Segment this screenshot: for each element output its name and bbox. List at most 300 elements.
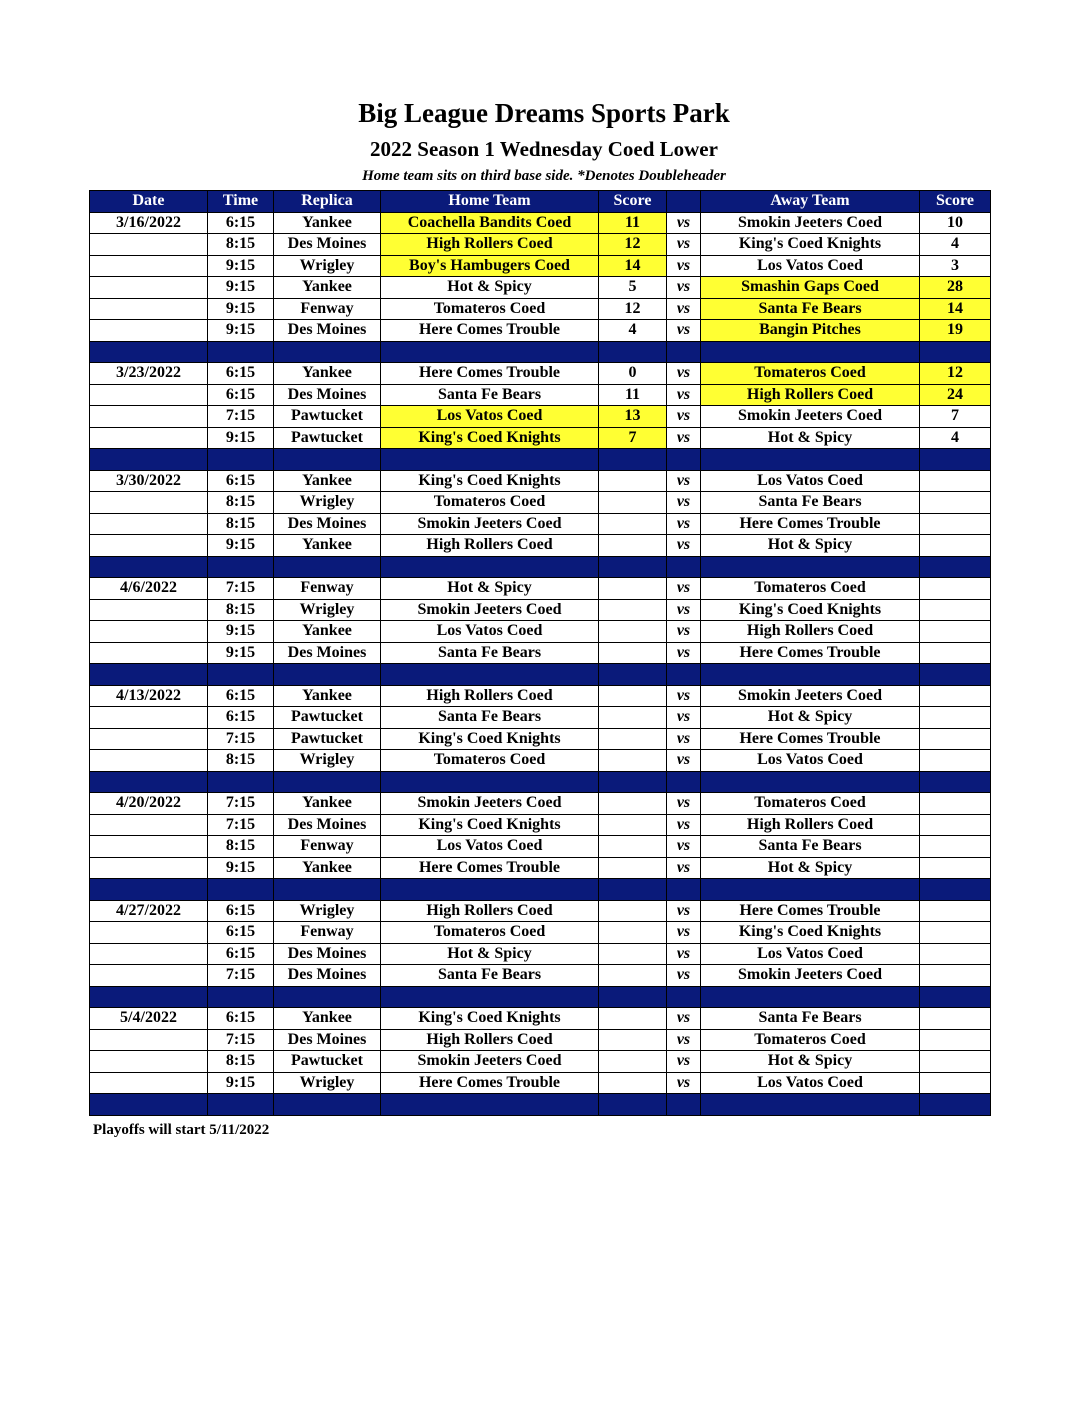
week-separator-row <box>90 771 991 793</box>
home-team-cell: King's Coed Knights <box>381 427 599 449</box>
col-header-time: Time <box>208 191 274 213</box>
col-header-vs <box>667 191 701 213</box>
away-team-cell: Santa Fe Bears <box>701 298 920 320</box>
time-cell: 9:15 <box>208 255 274 277</box>
home-score-cell: 7 <box>599 427 667 449</box>
separator-cell <box>920 664 991 686</box>
vs-cell: vs <box>667 234 701 256</box>
replica-cell: Yankee <box>274 212 381 234</box>
home-score-cell <box>599 599 667 621</box>
home-score-cell: 0 <box>599 363 667 385</box>
separator-cell <box>701 556 920 578</box>
time-cell: 6:15 <box>208 384 274 406</box>
home-team-cell: High Rollers Coed <box>381 900 599 922</box>
away-team-cell: Santa Fe Bears <box>701 1008 920 1030</box>
replica-cell: Wrigley <box>274 900 381 922</box>
away-team-cell: Los Vatos Coed <box>701 1072 920 1094</box>
separator-cell <box>701 449 920 471</box>
date-cell <box>90 922 208 944</box>
table-row <box>90 492 991 514</box>
home-score-cell <box>599 513 667 535</box>
home-team-cell: Hot & Spicy <box>381 943 599 965</box>
time-cell: 9:15 <box>208 642 274 664</box>
table-row <box>90 750 991 772</box>
date-cell <box>90 320 208 342</box>
separator-cell <box>90 664 208 686</box>
home-team-cell: Smokin Jeeters Coed <box>381 1051 599 1073</box>
away-score-cell <box>920 513 991 535</box>
table-row <box>90 621 991 643</box>
away-score-cell: 3 <box>920 255 991 277</box>
replica-cell: Pawtucket <box>274 707 381 729</box>
date-cell <box>90 836 208 858</box>
replica-cell: Des Moines <box>274 965 381 987</box>
away-team-cell: Smokin Jeeters Coed <box>701 406 920 428</box>
date-cell <box>90 1029 208 1051</box>
time-cell: 9:15 <box>208 535 274 557</box>
col-header-away-score: Score <box>920 191 991 213</box>
replica-cell: Yankee <box>274 363 381 385</box>
replica-cell: Wrigley <box>274 599 381 621</box>
time-cell: 7:15 <box>208 965 274 987</box>
table-row <box>90 642 991 664</box>
vs-cell: vs <box>667 406 701 428</box>
separator-cell <box>90 449 208 471</box>
time-cell: 8:15 <box>208 1051 274 1073</box>
time-cell: 6:15 <box>208 363 274 385</box>
separator-cell <box>701 341 920 363</box>
time-cell: 6:15 <box>208 212 274 234</box>
separator-cell <box>599 771 667 793</box>
home-score-cell <box>599 470 667 492</box>
away-score-cell: 7 <box>920 406 991 428</box>
vs-cell: vs <box>667 255 701 277</box>
separator-cell <box>381 664 599 686</box>
home-score-cell: 14 <box>599 255 667 277</box>
away-score-cell: 19 <box>920 320 991 342</box>
table-row <box>90 707 991 729</box>
separator-cell <box>208 879 274 901</box>
date-cell <box>90 642 208 664</box>
away-score-cell <box>920 642 991 664</box>
away-team-cell: Santa Fe Bears <box>701 836 920 858</box>
home-team-cell: Smokin Jeeters Coed <box>381 793 599 815</box>
separator-cell <box>90 341 208 363</box>
home-score-cell <box>599 965 667 987</box>
away-team-cell: Here Comes Trouble <box>701 513 920 535</box>
home-team-cell: Here Comes Trouble <box>381 363 599 385</box>
separator-cell <box>90 1094 208 1116</box>
table-row <box>90 234 991 256</box>
time-cell: 9:15 <box>208 857 274 879</box>
separator-cell <box>381 1094 599 1116</box>
away-score-cell <box>920 1051 991 1073</box>
vs-cell: vs <box>667 470 701 492</box>
table-row <box>90 363 991 385</box>
vs-cell: vs <box>667 965 701 987</box>
schedule-body <box>90 212 991 1115</box>
home-score-cell: 11 <box>599 384 667 406</box>
time-cell: 9:15 <box>208 298 274 320</box>
date-cell <box>90 943 208 965</box>
home-team-cell: Here Comes Trouble <box>381 320 599 342</box>
home-score-cell: 13 <box>599 406 667 428</box>
table-row <box>90 599 991 621</box>
away-team-cell: King's Coed Knights <box>701 599 920 621</box>
replica-cell: Fenway <box>274 298 381 320</box>
replica-cell: Pawtucket <box>274 728 381 750</box>
home-team-cell: Tomateros Coed <box>381 750 599 772</box>
away-score-cell <box>920 1029 991 1051</box>
home-score-cell <box>599 750 667 772</box>
separator-cell <box>208 556 274 578</box>
date-cell <box>90 234 208 256</box>
home-team-cell: Hot & Spicy <box>381 277 599 299</box>
away-score-cell <box>920 793 991 815</box>
separator-cell <box>90 879 208 901</box>
away-team-cell: Smokin Jeeters Coed <box>701 212 920 234</box>
separator-cell <box>274 556 381 578</box>
away-score-cell <box>920 707 991 729</box>
week-separator-row <box>90 449 991 471</box>
vs-cell: vs <box>667 277 701 299</box>
home-team-cell: Here Comes Trouble <box>381 1072 599 1094</box>
separator-cell <box>599 449 667 471</box>
home-score-cell: 5 <box>599 277 667 299</box>
week-separator-row <box>90 1094 991 1116</box>
table-row <box>90 922 991 944</box>
home-team-cell: Tomateros Coed <box>381 492 599 514</box>
table-row <box>90 298 991 320</box>
vs-cell: vs <box>667 578 701 600</box>
time-cell: 8:15 <box>208 513 274 535</box>
separator-cell <box>90 556 208 578</box>
date-cell: 3/23/2022 <box>90 363 208 385</box>
separator-cell <box>599 986 667 1008</box>
replica-cell: Yankee <box>274 793 381 815</box>
col-header-home-score: Score <box>599 191 667 213</box>
time-cell: 9:15 <box>208 621 274 643</box>
away-team-cell: Los Vatos Coed <box>701 470 920 492</box>
date-cell: 4/27/2022 <box>90 900 208 922</box>
date-cell <box>90 492 208 514</box>
vs-cell: vs <box>667 793 701 815</box>
table-row <box>90 277 991 299</box>
separator-cell <box>274 664 381 686</box>
date-cell <box>90 277 208 299</box>
replica-cell: Wrigley <box>274 492 381 514</box>
separator-cell <box>274 771 381 793</box>
table-row <box>90 728 991 750</box>
table-row <box>90 384 991 406</box>
away-score-cell <box>920 685 991 707</box>
time-cell: 6:15 <box>208 470 274 492</box>
home-team-cell: Santa Fe Bears <box>381 384 599 406</box>
away-team-cell: Smokin Jeeters Coed <box>701 685 920 707</box>
separator-cell <box>90 771 208 793</box>
time-cell: 7:15 <box>208 406 274 428</box>
replica-cell: Wrigley <box>274 750 381 772</box>
table-row <box>90 470 991 492</box>
away-score-cell <box>920 857 991 879</box>
table-row <box>90 212 991 234</box>
time-cell: 9:15 <box>208 277 274 299</box>
home-score-cell <box>599 943 667 965</box>
away-team-cell: Santa Fe Bears <box>701 492 920 514</box>
separator-cell <box>274 1094 381 1116</box>
col-header-home-team: Home Team <box>381 191 599 213</box>
time-cell: 6:15 <box>208 922 274 944</box>
schedule-table <box>89 190 991 1116</box>
table-row <box>90 535 991 557</box>
home-score-cell <box>599 793 667 815</box>
away-team-cell: Los Vatos Coed <box>701 943 920 965</box>
home-score-cell <box>599 814 667 836</box>
home-score-cell <box>599 900 667 922</box>
away-score-cell <box>920 1072 991 1094</box>
time-cell: 8:15 <box>208 492 274 514</box>
time-cell: 6:15 <box>208 900 274 922</box>
away-team-cell: Here Comes Trouble <box>701 642 920 664</box>
separator-cell <box>274 986 381 1008</box>
away-score-cell: 10 <box>920 212 991 234</box>
separator-cell <box>920 1094 991 1116</box>
vs-cell: vs <box>667 492 701 514</box>
time-cell: 8:15 <box>208 750 274 772</box>
replica-cell: Wrigley <box>274 255 381 277</box>
table-row <box>90 965 991 987</box>
separator-cell <box>667 986 701 1008</box>
away-score-cell <box>920 470 991 492</box>
home-team-cell: Boy's Hambugers Coed <box>381 255 599 277</box>
separator-cell <box>667 664 701 686</box>
date-cell <box>90 750 208 772</box>
replica-cell: Des Moines <box>274 642 381 664</box>
away-score-cell <box>920 836 991 858</box>
home-team-cell: High Rollers Coed <box>381 685 599 707</box>
away-score-cell <box>920 621 991 643</box>
vs-cell: vs <box>667 298 701 320</box>
date-cell: 5/4/2022 <box>90 1008 208 1030</box>
home-team-cell: Los Vatos Coed <box>381 406 599 428</box>
replica-cell: Des Moines <box>274 384 381 406</box>
time-cell: 8:15 <box>208 836 274 858</box>
vs-cell: vs <box>667 836 701 858</box>
vs-cell: vs <box>667 212 701 234</box>
away-team-cell: Tomateros Coed <box>701 1029 920 1051</box>
home-team-cell: High Rollers Coed <box>381 234 599 256</box>
home-score-cell <box>599 857 667 879</box>
vs-cell: vs <box>667 900 701 922</box>
vs-cell: vs <box>667 427 701 449</box>
home-team-cell: High Rollers Coed <box>381 535 599 557</box>
replica-cell: Yankee <box>274 1008 381 1030</box>
away-score-cell <box>920 599 991 621</box>
time-cell: 7:15 <box>208 728 274 750</box>
vs-cell: vs <box>667 513 701 535</box>
away-score-cell: 24 <box>920 384 991 406</box>
home-team-cell: Smokin Jeeters Coed <box>381 599 599 621</box>
home-score-cell <box>599 492 667 514</box>
vs-cell: vs <box>667 642 701 664</box>
separator-cell <box>667 556 701 578</box>
home-team-cell: King's Coed Knights <box>381 814 599 836</box>
time-cell: 6:15 <box>208 685 274 707</box>
home-score-cell <box>599 1051 667 1073</box>
home-score-cell: 12 <box>599 234 667 256</box>
away-team-cell: Tomateros Coed <box>701 793 920 815</box>
vs-cell: vs <box>667 621 701 643</box>
time-cell: 6:15 <box>208 1008 274 1030</box>
separator-cell <box>208 341 274 363</box>
away-team-cell: King's Coed Knights <box>701 234 920 256</box>
home-team-cell: King's Coed Knights <box>381 1008 599 1030</box>
home-score-cell <box>599 1029 667 1051</box>
separator-cell <box>920 771 991 793</box>
separator-cell <box>599 556 667 578</box>
away-team-cell: Smashin Gaps Coed <box>701 277 920 299</box>
away-score-cell: 4 <box>920 427 991 449</box>
away-team-cell: Here Comes Trouble <box>701 900 920 922</box>
time-cell: 9:15 <box>208 1072 274 1094</box>
home-team-cell: Tomateros Coed <box>381 298 599 320</box>
table-row <box>90 255 991 277</box>
separator-cell <box>381 341 599 363</box>
home-score-cell <box>599 922 667 944</box>
vs-cell: vs <box>667 943 701 965</box>
separator-cell <box>599 1094 667 1116</box>
date-cell <box>90 621 208 643</box>
table-row <box>90 900 991 922</box>
home-team-cell: Coachella Bandits Coed <box>381 212 599 234</box>
date-cell <box>90 1072 208 1094</box>
home-score-cell <box>599 535 667 557</box>
separator-cell <box>920 556 991 578</box>
separator-cell <box>208 771 274 793</box>
away-team-cell: High Rollers Coed <box>701 814 920 836</box>
separator-cell <box>920 879 991 901</box>
header-row <box>90 191 991 213</box>
table-row <box>90 513 991 535</box>
away-score-cell: 14 <box>920 298 991 320</box>
home-score-cell <box>599 836 667 858</box>
separator-cell <box>208 449 274 471</box>
separator-cell <box>599 341 667 363</box>
separator-cell <box>90 986 208 1008</box>
replica-cell: Des Moines <box>274 814 381 836</box>
away-team-cell: Smokin Jeeters Coed <box>701 965 920 987</box>
home-score-cell <box>599 578 667 600</box>
table-row <box>90 1029 991 1051</box>
page-subtitle: 2022 Season 1 Wednesday Coed Lower <box>370 137 718 161</box>
week-separator-row <box>90 986 991 1008</box>
separator-cell <box>208 986 274 1008</box>
week-separator-row <box>90 879 991 901</box>
vs-cell: vs <box>667 1008 701 1030</box>
separator-cell <box>274 879 381 901</box>
home-team-cell: Hot & Spicy <box>381 578 599 600</box>
separator-cell <box>701 771 920 793</box>
table-row <box>90 685 991 707</box>
replica-cell: Des Moines <box>274 513 381 535</box>
separator-cell <box>920 341 991 363</box>
home-score-cell <box>599 642 667 664</box>
replica-cell: Des Moines <box>274 943 381 965</box>
separator-cell <box>274 449 381 471</box>
date-cell <box>90 965 208 987</box>
replica-cell: Fenway <box>274 836 381 858</box>
vs-cell: vs <box>667 1029 701 1051</box>
away-team-cell: Hot & Spicy <box>701 857 920 879</box>
time-cell: 9:15 <box>208 320 274 342</box>
date-cell: 4/20/2022 <box>90 793 208 815</box>
date-cell <box>90 298 208 320</box>
separator-cell <box>701 1094 920 1116</box>
separator-cell <box>701 879 920 901</box>
away-team-cell: High Rollers Coed <box>701 384 920 406</box>
home-score-cell: 12 <box>599 298 667 320</box>
date-cell <box>90 599 208 621</box>
away-score-cell <box>920 750 991 772</box>
date-cell <box>90 513 208 535</box>
vs-cell: vs <box>667 384 701 406</box>
table-row <box>90 320 991 342</box>
replica-cell: Des Moines <box>274 234 381 256</box>
home-team-cell: Smokin Jeeters Coed <box>381 513 599 535</box>
away-team-cell: Los Vatos Coed <box>701 255 920 277</box>
date-cell <box>90 384 208 406</box>
table-row <box>90 814 991 836</box>
home-team-cell: Here Comes Trouble <box>381 857 599 879</box>
separator-cell <box>381 986 599 1008</box>
replica-cell: Pawtucket <box>274 427 381 449</box>
vs-cell: vs <box>667 750 701 772</box>
away-score-cell <box>920 900 991 922</box>
replica-cell: Yankee <box>274 621 381 643</box>
table-row <box>90 578 991 600</box>
table-row <box>90 836 991 858</box>
separator-cell <box>208 1094 274 1116</box>
home-team-cell: High Rollers Coed <box>381 1029 599 1051</box>
home-score-cell <box>599 1008 667 1030</box>
home-team-cell: Santa Fe Bears <box>381 707 599 729</box>
week-separator-row <box>90 556 991 578</box>
separator-cell <box>667 341 701 363</box>
date-cell <box>90 535 208 557</box>
playoffs-note: Playoffs will start 5/11/2022 <box>93 1122 270 1138</box>
date-cell <box>90 707 208 729</box>
away-score-cell <box>920 1008 991 1030</box>
separator-cell <box>208 664 274 686</box>
date-cell <box>90 857 208 879</box>
date-cell <box>90 406 208 428</box>
col-header-replica: Replica <box>274 191 381 213</box>
table-row <box>90 1008 991 1030</box>
replica-cell: Yankee <box>274 685 381 707</box>
away-team-cell: King's Coed Knights <box>701 922 920 944</box>
away-team-cell: Hot & Spicy <box>701 707 920 729</box>
away-score-cell <box>920 535 991 557</box>
separator-cell <box>920 986 991 1008</box>
home-team-cell: King's Coed Knights <box>381 470 599 492</box>
week-separator-row <box>90 664 991 686</box>
replica-cell: Des Moines <box>274 320 381 342</box>
replica-cell: Yankee <box>274 470 381 492</box>
col-header-date: Date <box>90 191 208 213</box>
away-team-cell: Here Comes Trouble <box>701 728 920 750</box>
away-score-cell <box>920 728 991 750</box>
separator-cell <box>599 664 667 686</box>
